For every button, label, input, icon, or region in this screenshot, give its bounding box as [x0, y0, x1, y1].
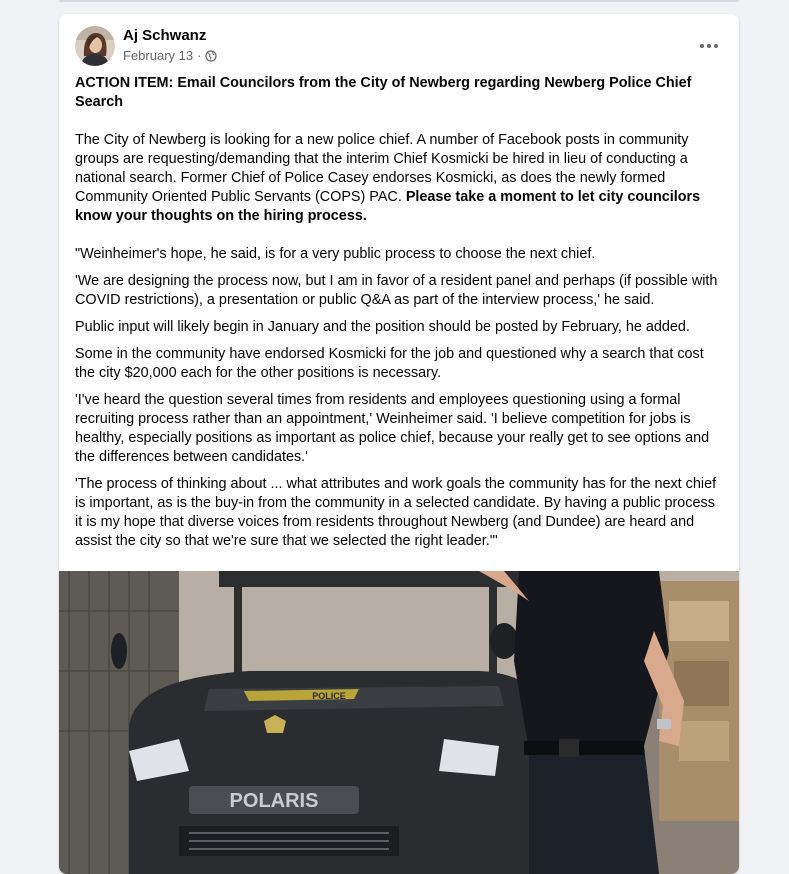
post-header: [75, 26, 723, 70]
more-icon: [699, 43, 719, 49]
post-card: [59, 14, 739, 874]
quote-paragraph: 'I've heard the question several times from residents and employees questioning using a formal recruiting process rather than an appointment,' Weinheimer said. 'I believe competition for jobs is healthy, especially positions as important as police chief, because your really get to see options and the differences between candidates.': [75, 392, 710, 465]
post-title: ACTION ITEM: Email Councilors from the City of Newberg regarding Newberg Police Chief Search: [75, 75, 692, 110]
globe-icon[interactable]: [205, 50, 217, 62]
post-meta: [123, 48, 217, 63]
stripe-text: POLICE: [312, 691, 346, 701]
quote-paragraph: 'The process of thinking about ... what attributes and work goals the community has for the next chief is important, as is the buy-in from the community in a selected candidate. By having a public process it is my hope that diverse voices from residents throughout Newberg (and Dundee) are heard and assist the city so that we're sure that we selected the right leader.'": [75, 476, 717, 549]
hood-brand-text: POLARIS: [229, 790, 319, 812]
post-photo[interactable]: [59, 571, 739, 874]
police-vehicle-photo: [59, 571, 739, 874]
meta-separator: ·: [197, 48, 202, 63]
quote-paragraph: 'We are designing the process now, but I am in favor of a resident panel and perhaps (if possible with COVID restrictions), a presentation or public Q&A as part of the interview process,' he said.: [75, 273, 718, 308]
author-avatar[interactable]: [75, 26, 115, 66]
quote-paragraph: "Weinheimer's hope, he said, is for a very public process to choose the next chief.: [75, 246, 596, 262]
avatar-image: [75, 26, 115, 66]
quote-paragraph: Some in the community have endorsed Kosmicki for the job and questioned why a search that cost the city $20,000 each for the other positions is necessary.: [75, 346, 704, 381]
post-date[interactable]: February 13: [123, 48, 194, 63]
post-intro-bold: Please take a moment to let city councilors know your thoughts on the hiring process.: [75, 189, 701, 224]
previous-post-card-edge: [59, 0, 739, 2]
post-text: [75, 74, 723, 559]
author-name[interactable]: Aj Schwanz: [123, 27, 207, 44]
post-intro-text: The City of Newberg is looking for a new police chief. A number of Facebook posts in community groups are requesting/demanding that the interim Chief Kosmicki be hired in lieu of conducting a national search. Former Chief of Police Casey endorses Kosmicki, as does the newly formed Community Oriented Public Servants (COPS) PAC.: [75, 132, 689, 205]
quote-paragraph: Public input will likely begin in January and the position should be posted by February, he added.: [75, 319, 690, 335]
post-intro: [75, 131, 723, 226]
more-options-button[interactable]: [691, 28, 727, 64]
